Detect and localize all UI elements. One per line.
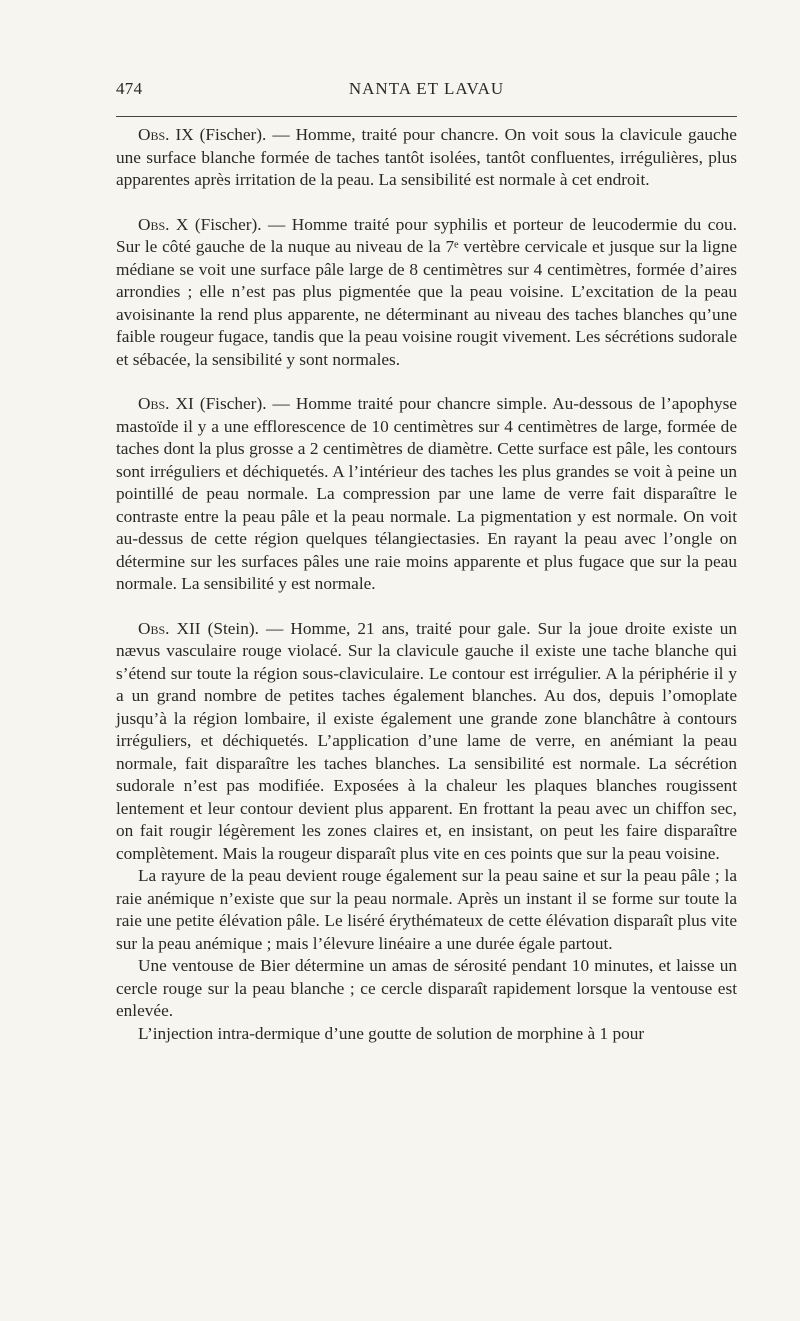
- observation-paragraph: [116, 124, 737, 192]
- observation-text: (Fischer). — Homme traité pour chancre simple. Au-dessous de l’apophyse mastoïde il y a une efflorescence de 10 centimètres sur 4 centimètres de large, formée de taches dont la plus grosse a 2 centimètres de diamètre. Cette surface est pâle, les contours sont irréguliers et déchiquetés. A l’intérieur des taches les plus grandes se voit à peine un pointillé de peau normale. La compression par une lame de verre fait disparaître le contraste entre la peau pâle et la peau normale. La pigmentation y est normale. On voit au-dessus de cette région quelques télangiectasies. En rayant la peau avec l’ongle on détermine sur les surfaces pâles une raie moins apparente et plus fugace que sur la peau normale. La sensibilité y est normale.: [116, 394, 737, 593]
- observation-x: [116, 214, 737, 372]
- observation-label: Obs. XI: [138, 394, 194, 413]
- observation-paragraph: L’injection intra-dermique d’une goutte de solution de morphine à 1 pour: [138, 1023, 645, 1043]
- observation-paragraph: [116, 214, 737, 372]
- header-title: NANTA ET LAVAU: [348, 79, 505, 98]
- page-number: 474: [116, 79, 143, 98]
- observation-paragraph: Une ventouse de Bier détermine un amas de sérosité pendant 10 minutes, et laisse un cercle rouge sur la peau blanche ; ce cercle disparaît rapidement lorsque la ventouse est enlevée.: [116, 956, 737, 1020]
- header-rule: [116, 116, 737, 117]
- observation-paragraph: La rayure de la peau devient rouge également sur la peau saine et sur la peau pâle ; la raie anémique n’existe que sur la peau normale. Après un instant il se forme sur toute la raie une petite élévation pâle. Le liséré érythémateux de cette élévation disparaît plus vite sur la peau anémique ; mais l’élevure linéaire a une durée égale partout.: [116, 866, 737, 953]
- observation-paragraph: [116, 618, 737, 866]
- body-text: [116, 124, 737, 1045]
- observation-paragraph: [116, 393, 737, 596]
- observation-text: (Fischer). — Homme, traité pour chancre. On voit sous la clavicule gauche une surface blanche formée de taches tantôt isolées, tantôt confluentes, irrégulières, plus apparentes après irritation de la peau. La sensibilité est normale à cet endroit.: [116, 125, 737, 189]
- observation-label: Obs. XII: [138, 618, 201, 638]
- observation-label: Obs. IX: [138, 125, 194, 144]
- observation-xi: [116, 393, 737, 596]
- observation-text: (Stein). — Homme, 21 ans, traité pour gale. Sur la joue droite existe un nævus vasculaire rouge violacé. Sur la clavicule gauche il existe une tache blanche qui s’étend sur toute la région sous-claviculaire. Le contour est irrégulier. A la périphérie il y a un grand nombre de petites taches également blanches. Au dos, depuis l’omoplate jusqu’à la région lombaire, il existe également une grande zone blanchâtre à contours irréguliers, et déchiquetés. L’application d’une lame de verre, en anémiant la peau normale, fait disparaître les taches blanches. La sensibilité est normale. La sécrétion sudorale n’est pas modifiée. Exposées à la chaleur les plaques blanches rougissent lentement et leur contour devient plus apparent. En frottant la peau avec un chiffon sec, on fait rougir légèrement les zones claires et, en insistant, on peut les faire disparaître complètement. Mais la rougeur disparaît plus vite en ces points que sur la peau voisine.: [116, 618, 737, 863]
- observation-text: (Fischer). — Homme traité pour syphilis et porteur de leucodermie du cou. Sur le côté gauche de la nuque au niveau de la 7ᵉ vertèbre cervicale et jusque sur la ligne médiane se voit une surface pâle large de 8 centimètres sur 4 centimètres, formée d’aires arrondies ; elle n’est pas plus pigmentée que la peau voisine. L’excitation de la peau avoisinante la rend plus apparente, ne déterminant au niveau des taches blanches qu’une faible rougeur fugace, tandis que la peau voisine rougit vivement. Les sécrétions sudorale et sébacée, la sensibilité y sont normales.: [116, 214, 737, 369]
- observation-label: Obs. X: [138, 214, 189, 234]
- observation-xii: [116, 618, 737, 1046]
- observation-ix: [116, 124, 737, 192]
- running-head: [116, 76, 737, 102]
